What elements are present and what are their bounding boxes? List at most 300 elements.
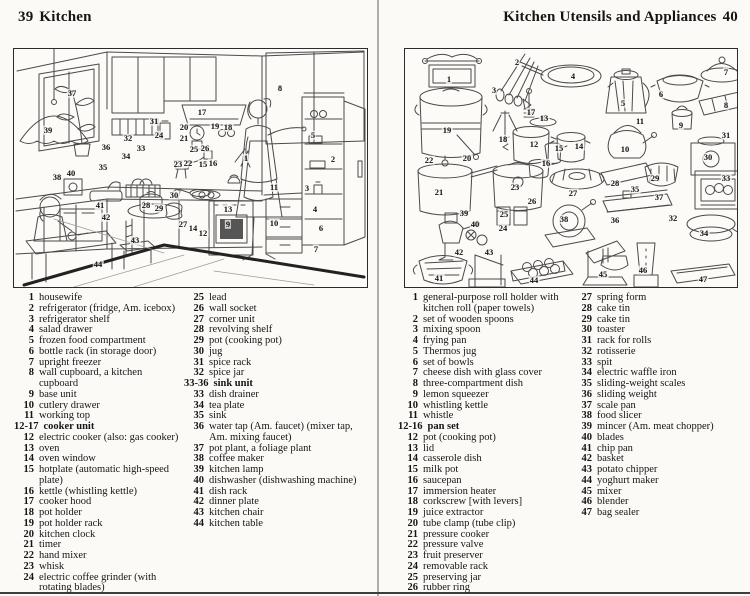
item-label: salad drawer: [39, 324, 93, 336]
page-40-kitchen-utensils: [379, 0, 750, 596]
item-number: 35: [193, 410, 204, 422]
item-number: 41: [193, 485, 204, 497]
item-label: preserving jar: [423, 571, 482, 583]
list-item: [572, 304, 740, 315]
item-number: 14: [407, 453, 418, 465]
figure-number: 25: [189, 143, 199, 154]
item-number: 19: [407, 507, 418, 518]
list-item: [572, 347, 740, 358]
item-label: pot (cooking pot): [209, 335, 282, 346]
term-column-1: [14, 293, 184, 594]
figure-number: 42: [454, 246, 464, 257]
figure-number: 3: [491, 84, 497, 95]
item-label: spit: [597, 356, 613, 368]
item-number: 32: [193, 367, 204, 379]
item-label: revolving shelf: [209, 324, 273, 336]
term-column-2: [184, 293, 366, 594]
page-title: Kitchen: [39, 9, 92, 25]
figure-number: 17: [197, 106, 207, 117]
figure-number: 9: [678, 119, 684, 130]
item-number: 42: [581, 453, 592, 465]
list-item: [398, 293, 572, 315]
item-number: 29: [581, 313, 592, 325]
page-header-right: [503, 9, 738, 26]
item-label: sliding-weight scales: [597, 378, 686, 389]
figure-number: 27: [568, 187, 578, 198]
item-label: spice jar: [209, 367, 245, 379]
figure-number: 16: [541, 157, 551, 168]
item-label: set of bowls: [423, 356, 474, 368]
item-label: dish rack: [209, 485, 248, 497]
item-label: fruit preserver: [423, 550, 483, 561]
item-label: scale pan: [597, 399, 636, 411]
list-item: [398, 347, 572, 358]
item-number: 28: [581, 302, 592, 314]
item-label: toaster: [597, 324, 625, 336]
figure-number: 11: [269, 181, 279, 192]
list-item: [184, 476, 366, 487]
item-number: 37: [581, 399, 592, 411]
item-number: 2: [412, 313, 418, 325]
figure-number: 24: [154, 129, 164, 140]
item-label: dishwasher (dishwashing machine): [209, 474, 357, 486]
item-number: 16: [407, 474, 418, 486]
figure-number: 33: [721, 172, 731, 183]
item-number: 27: [193, 313, 204, 325]
item-number: 34: [193, 399, 204, 411]
figure-number: 1: [243, 152, 249, 163]
list-item: [572, 433, 740, 444]
figure-number: 8: [277, 82, 283, 93]
item-number: 21: [407, 528, 418, 540]
figure-number: 22: [183, 157, 193, 168]
item-label: lemon squeezer: [423, 388, 489, 400]
item-label: lead: [209, 292, 227, 303]
item-number: 44: [581, 474, 592, 486]
item-number: 44: [193, 517, 204, 529]
item-number: 29: [193, 335, 204, 346]
figure-number: 31: [149, 115, 159, 126]
item-number: 23: [23, 560, 34, 572]
figure-number: 21: [179, 132, 189, 143]
item-number: 7: [412, 367, 418, 379]
figure-number: 45: [598, 268, 608, 279]
item-number: 20: [23, 528, 34, 540]
item-label: pot plant, a foliage plant: [209, 442, 312, 454]
figure-labels-right: [405, 49, 737, 287]
figure-number: 14: [188, 222, 198, 233]
item-label: pressure cooker: [423, 528, 490, 540]
figure-number: 39: [43, 124, 53, 135]
item-number: 24: [407, 560, 418, 572]
item-label: working top: [39, 410, 91, 422]
item-number: 31: [581, 335, 592, 346]
item-label: pot holder: [39, 507, 82, 518]
item-number: 28: [193, 324, 204, 336]
figure-number: 2: [514, 56, 520, 67]
item-label: tea plate: [209, 399, 245, 411]
list-item: [398, 411, 572, 422]
item-label: pressure valve: [423, 539, 484, 551]
item-number: 30: [581, 324, 592, 336]
figure-number: 19: [442, 124, 452, 135]
figure-number: 41: [95, 199, 105, 210]
item-label: kitchen table: [209, 517, 263, 529]
item-label: timer: [39, 539, 62, 551]
term-list-left: [14, 293, 366, 594]
item-label: cheese dish with glass cover: [423, 367, 542, 379]
item-number: 38: [193, 453, 204, 465]
figure-number: 17: [526, 106, 536, 117]
item-label: pot holder rack: [39, 517, 103, 529]
figure-number: 29: [154, 202, 164, 213]
item-number: 5: [28, 335, 34, 346]
item-label: coffee maker: [209, 453, 264, 465]
item-number: 26: [193, 302, 204, 314]
item-number: 46: [581, 496, 592, 508]
figure-number: 27: [178, 218, 188, 229]
figure-number: 10: [269, 217, 279, 228]
item-number: 36: [581, 388, 592, 400]
figure-number: 23: [510, 181, 520, 192]
item-label: three-compartment dish: [423, 378, 524, 389]
list-item: [14, 411, 184, 422]
item-number: 16: [23, 485, 34, 497]
kitchen-scene-illustration: [13, 48, 368, 288]
item-number: 9: [412, 388, 418, 400]
item-number: 41: [581, 442, 592, 454]
figure-number: 1: [446, 73, 452, 84]
list-item: [14, 304, 184, 315]
item-number: 9: [28, 388, 34, 400]
item-label: refrigerator (fridge, Am. icebox): [39, 302, 176, 314]
figure-number: 34: [121, 150, 131, 161]
item-number: 12: [23, 431, 34, 443]
item-number: 47: [581, 507, 592, 518]
list-item: [398, 562, 572, 573]
figure-number: 33: [136, 142, 146, 153]
item-label: blades: [597, 431, 624, 443]
item-label: jug: [209, 345, 223, 357]
item-number: 26: [407, 582, 418, 594]
figure-number: 14: [574, 140, 584, 151]
item-number: 37: [193, 442, 204, 454]
list-item: [184, 390, 366, 401]
item-label: casserole dish: [423, 453, 482, 465]
item-number: 17: [407, 485, 418, 497]
item-number: 7: [28, 356, 34, 368]
item-number: 33-36: [184, 378, 209, 389]
figure-number: 30: [703, 151, 713, 162]
item-number: 31: [193, 356, 204, 368]
figure-number: 13: [223, 203, 233, 214]
figure-number: 20: [462, 152, 472, 163]
item-label: upright freezer: [39, 356, 102, 368]
item-label: pan set: [427, 421, 460, 432]
item-number: 43: [193, 507, 204, 518]
item-label: hotplate (automatic high-speed plate): [39, 464, 170, 486]
item-label: bottle rack (in storage door): [39, 345, 157, 357]
figure-number: 5: [310, 129, 316, 140]
figure-number: 36: [101, 141, 111, 152]
figure-number: 34: [699, 227, 709, 238]
figure-number: 6: [658, 88, 664, 99]
item-number: 32: [581, 345, 592, 357]
item-label: blender: [597, 496, 629, 508]
item-number: 45: [581, 485, 592, 497]
figure-number: 42: [101, 211, 111, 222]
item-label: whisk: [39, 560, 65, 572]
item-number: 4: [28, 324, 34, 336]
term-list-right: [398, 293, 740, 594]
item-label: sliding weight: [597, 388, 657, 400]
figure-number: 35: [98, 161, 108, 172]
utensils-illustration: [404, 48, 738, 288]
figure-number: 25: [499, 208, 509, 219]
list-item: [398, 390, 572, 401]
list-item: [398, 519, 572, 530]
item-label: general-purpose roll holder with kitchen roll (paper towels): [423, 292, 559, 314]
list-item: [184, 304, 366, 315]
item-label: electric cooker (also: gas cooker): [39, 431, 179, 443]
item-number: 30: [193, 345, 204, 357]
item-number: 18: [23, 507, 34, 518]
item-label: basket: [597, 453, 624, 465]
figure-number: 41: [434, 272, 444, 283]
figure-number: 38: [52, 171, 62, 182]
figure-number: 28: [141, 199, 151, 210]
item-label: food slicer: [597, 410, 642, 422]
page-number: 40: [722, 9, 738, 25]
item-label: milk pot: [423, 464, 459, 475]
item-label: saucepan: [423, 474, 462, 486]
item-label: cake tin: [597, 313, 630, 325]
list-item: [14, 573, 184, 595]
figure-number: 10: [620, 143, 630, 154]
item-label: wall cupboard, a kitchen cupboard: [39, 367, 143, 389]
item-number: 11: [24, 410, 34, 422]
figure-number: 3: [304, 182, 310, 193]
item-number: 1: [28, 292, 34, 303]
item-label: rubber ring: [423, 582, 470, 594]
item-label: potato chipper: [597, 464, 658, 475]
item-number: 39: [581, 421, 592, 432]
item-number: 35: [581, 378, 592, 389]
item-number: 13: [23, 442, 34, 454]
item-label: spice rack: [209, 356, 252, 368]
figure-number: 44: [93, 258, 103, 269]
item-number: 33: [581, 356, 592, 368]
figure-number: 19: [210, 120, 220, 131]
item-label: kitchen clock: [39, 528, 96, 540]
item-label: cake tin: [597, 302, 630, 314]
figure-number: 43: [484, 246, 494, 257]
item-label: sink unit: [213, 378, 253, 389]
list-item: [184, 368, 366, 379]
item-label: cooker hood: [39, 496, 92, 508]
item-label: whistle: [423, 410, 454, 422]
item-number: 12-16: [398, 421, 423, 432]
item-label: frying pan: [423, 335, 467, 346]
list-item: [184, 519, 366, 530]
item-label: chip pan: [597, 442, 633, 454]
list-item: [572, 476, 740, 487]
figure-number: 28: [610, 177, 620, 188]
figure-number: 26: [527, 195, 537, 206]
page-title: Kitchen Utensils and Appliances: [503, 9, 717, 25]
item-number: 22: [23, 550, 34, 561]
item-label: cutlery drawer: [39, 399, 100, 411]
item-number: 36: [193, 421, 204, 432]
figure-number: 38: [559, 213, 569, 224]
item-number: 38: [581, 410, 592, 422]
item-number: 27: [581, 292, 592, 303]
list-item: [14, 465, 184, 487]
item-number: 5: [412, 345, 418, 357]
list-item: [398, 583, 572, 594]
figure-number: 6: [318, 222, 324, 233]
figure-number: 40: [470, 218, 480, 229]
figure-number: 32: [123, 132, 133, 143]
item-number: 42: [193, 496, 204, 508]
item-label: oven: [39, 442, 60, 454]
page-header-left: [18, 9, 92, 26]
figure-number: 7: [313, 243, 319, 254]
list-item: [14, 347, 184, 358]
figure-number: 5: [620, 97, 626, 108]
item-number: 43: [581, 464, 592, 475]
item-label: wall socket: [209, 302, 257, 314]
item-label: rotisserie: [597, 345, 636, 357]
figure-number: 12: [198, 227, 208, 238]
list-item: [14, 562, 184, 573]
item-number: 12-17: [14, 421, 39, 432]
item-label: hand mixer: [39, 550, 87, 561]
item-label: set of wooden spoons: [423, 313, 514, 325]
figure-number: 23: [173, 158, 183, 169]
figure-number: 39: [459, 207, 469, 218]
item-label: housewife: [39, 292, 83, 303]
list-item: [14, 519, 184, 530]
item-number: 22: [407, 539, 418, 551]
item-label: mixing spoon: [423, 324, 481, 336]
figure-number: 12: [529, 138, 539, 149]
item-label: yoghurt maker: [597, 474, 659, 486]
figure-number: 43: [130, 234, 140, 245]
figure-number: 35: [630, 183, 640, 194]
item-number: 19: [23, 517, 34, 529]
figure-number: 47: [698, 273, 708, 284]
item-number: 25: [407, 571, 418, 583]
item-number: 10: [23, 399, 34, 411]
figure-number: 20: [179, 121, 189, 132]
item-label: whistling kettle: [423, 399, 489, 411]
item-label: kettle (whistling kettle): [39, 485, 137, 497]
item-label: tube clamp (tube clip): [423, 517, 516, 529]
item-label: kitchen chair: [209, 507, 264, 518]
figure-number: 9: [225, 218, 231, 229]
item-label: juice extractor: [423, 507, 484, 518]
item-number: 8: [28, 367, 34, 379]
list-item: [572, 390, 740, 401]
item-number: 2: [28, 302, 34, 314]
item-number: 15: [407, 464, 418, 475]
figure-number: 37: [654, 191, 664, 202]
item-number: 14: [23, 453, 34, 465]
item-label: corner unit: [209, 313, 255, 325]
figure-number: 21: [434, 186, 444, 197]
item-label: immersion heater: [423, 485, 497, 497]
item-label: removable rack: [423, 560, 489, 572]
term-column-1: [398, 293, 572, 594]
item-number: 1: [412, 292, 418, 303]
figure-number: 30: [169, 189, 179, 200]
figure-number: 13: [539, 112, 549, 123]
item-label: frozen food compartment: [39, 335, 146, 346]
item-label: rack for rolls: [597, 335, 652, 346]
item-label: cooker unit: [43, 421, 95, 432]
figure-number: 15: [198, 158, 208, 169]
figure-number: 18: [498, 133, 508, 144]
item-label: refrigerator shelf: [39, 313, 110, 325]
figure-number: 40: [66, 167, 76, 178]
item-number: 13: [407, 442, 418, 454]
item-label: lid: [423, 442, 435, 454]
item-label: Thermos jug: [423, 345, 477, 357]
item-label: mixer: [597, 485, 622, 497]
item-label: oven window: [39, 453, 96, 465]
item-label: water tap (Am. faucet) (mixer tap, Am. mixing faucet): [209, 421, 353, 443]
list-item: [398, 476, 572, 487]
item-label: base unit: [39, 388, 77, 400]
list-item: [14, 368, 184, 390]
item-number: 12: [407, 431, 418, 443]
figure-number: 18: [223, 121, 233, 132]
item-label: dinner plate: [209, 496, 259, 508]
figure-number: 7: [723, 66, 729, 77]
item-label: mincer (Am. meat chopper): [597, 421, 714, 432]
item-number: 3: [412, 324, 418, 336]
figure-number: 24: [498, 222, 508, 233]
figure-number: 44: [529, 274, 539, 285]
item-number: 21: [23, 539, 34, 551]
item-number: 40: [581, 431, 592, 443]
item-label: kitchen lamp: [209, 464, 264, 475]
item-number: 25: [193, 292, 204, 303]
list-item: [14, 433, 184, 444]
figure-number: 8: [723, 99, 729, 110]
figure-number: 16: [208, 157, 218, 168]
item-number: 8: [412, 378, 418, 389]
figure-number: 15: [554, 142, 564, 153]
item-number: 17: [23, 496, 34, 508]
item-number: 3: [28, 313, 34, 325]
figure-number: 26: [200, 142, 210, 153]
item-number: 40: [193, 474, 204, 486]
item-number: 11: [408, 410, 418, 422]
item-number: 24: [23, 571, 34, 583]
figure-number: 4: [312, 203, 318, 214]
item-number: 10: [407, 399, 418, 411]
figure-number: 2: [330, 153, 336, 164]
list-item: [14, 390, 184, 401]
list-item: [184, 422, 366, 444]
item-number: 18: [407, 496, 418, 508]
figure-number: 46: [638, 264, 648, 275]
page-number: 39: [18, 9, 34, 25]
list-item: [398, 433, 572, 444]
term-column-2: [572, 293, 740, 594]
